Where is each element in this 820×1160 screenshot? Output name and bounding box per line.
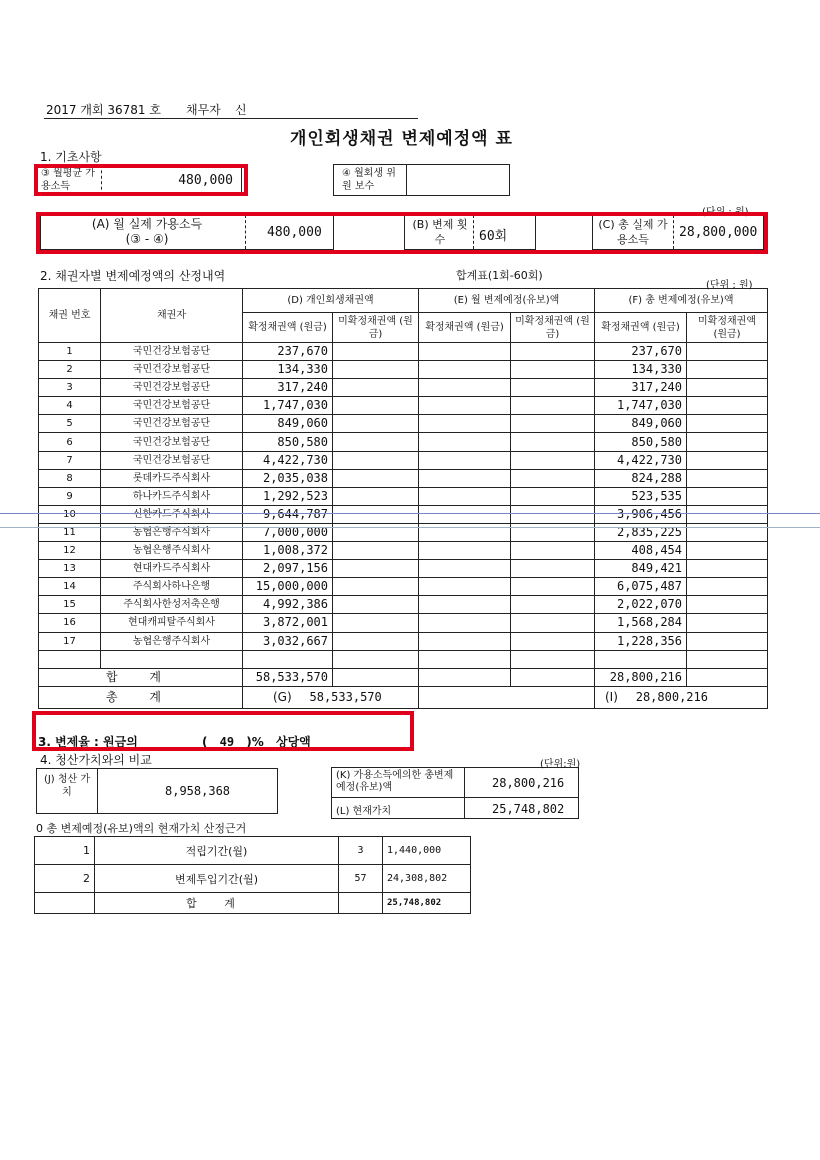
row-d-unconfirmed — [333, 560, 419, 578]
row-e-confirmed — [419, 614, 511, 632]
creditor-row — [39, 379, 768, 397]
grand-g — [243, 686, 419, 708]
trustee-fee-divider — [406, 165, 407, 195]
col-no-header: 채권 번호 — [39, 289, 101, 343]
section4-unit: (단위:원) — [540, 759, 581, 770]
grand-i-label: (I) — [605, 689, 618, 704]
row-f-confirmed: 237,670 — [595, 343, 687, 361]
row-d-unconfirmed — [333, 361, 419, 379]
row-f-confirmed: 4,422,730 — [595, 451, 687, 469]
creditor-row — [39, 487, 768, 505]
pv-row-label: 적립기간(월) — [95, 837, 339, 865]
pv-total-label: 합 계 — [95, 893, 339, 914]
row-e-confirmed — [419, 542, 511, 560]
row-no: 12 — [39, 542, 101, 560]
row-creditor: 국민건강보험공단 — [101, 451, 243, 469]
row-e-confirmed — [419, 578, 511, 596]
row-f-confirmed: 2,835,225 — [595, 523, 687, 541]
row-e-confirmed — [419, 487, 511, 505]
scan-line-top — [0, 513, 820, 514]
f-unconfirmed-header: 미확정채권액 (원금) — [687, 313, 768, 343]
row-f-confirmed: 1,568,284 — [595, 614, 687, 632]
section2-total-note: 합계표(1회-60회) — [456, 269, 543, 282]
row-e-confirmed — [419, 596, 511, 614]
row-d-confirmed: 317,240 — [243, 379, 333, 397]
creditor-row — [39, 451, 768, 469]
kl-box — [331, 767, 579, 819]
row-d-unconfirmed — [333, 596, 419, 614]
rate-open: ( — [201, 735, 208, 749]
c-value: 28,800,000 — [679, 225, 758, 240]
case-number: 2017 개회 36781 호 — [46, 103, 161, 117]
row-e-confirmed — [419, 505, 511, 523]
monthly-avg-label: ③ 월평균 가용소득 — [41, 168, 95, 192]
row-e-unconfirmed — [511, 469, 595, 487]
row-e-unconfirmed — [511, 433, 595, 451]
row-f-unconfirmed — [687, 415, 768, 433]
row-d-confirmed: 2,097,156 — [243, 560, 333, 578]
scan-line-bottom — [0, 527, 820, 528]
row-e-confirmed — [419, 397, 511, 415]
row-no: 2 — [39, 361, 101, 379]
row-creditor: 현대캐피탈주식회사 — [101, 614, 243, 632]
row-d-unconfirmed — [333, 487, 419, 505]
row-f-confirmed: 3,906,456 — [595, 505, 687, 523]
creditor-row — [39, 596, 768, 614]
empty-row — [39, 650, 768, 668]
monthly-avg-value: 480,000 — [178, 173, 233, 188]
row-creditor: 하나카드주식회사 — [101, 487, 243, 505]
row-d-confirmed: 4,422,730 — [243, 451, 333, 469]
section4-heading: 4. 청산가치와의 비교 — [40, 753, 152, 767]
row-creditor: 주식회사하나은행 — [101, 578, 243, 596]
sum-d: 58,533,570 — [243, 668, 333, 686]
row-f-unconfirmed — [687, 469, 768, 487]
pv-row — [35, 837, 471, 865]
k-label: (K) 가용소득에의한 총변제예정(유보)액 — [336, 770, 454, 793]
row-d-unconfirmed — [333, 614, 419, 632]
row-creditor: 주식회사한성저축은행 — [101, 596, 243, 614]
row-creditor: 국민건강보험공단 — [101, 415, 243, 433]
section2-heading: 2. 채권자별 변제예정액의 산정내역 — [40, 269, 226, 283]
a-label: (A) 월 실제 가용소득 (③ - ④) — [91, 217, 203, 246]
rate-prefix: 3. 변제율 : 원금의 — [38, 735, 138, 749]
pv-row-amount: 1,440,000 — [383, 837, 471, 865]
present-value-table — [34, 836, 471, 914]
rate-value: 49 — [219, 735, 235, 749]
row-f-unconfirmed — [687, 379, 768, 397]
row-d-confirmed: 9,644,787 — [243, 505, 333, 523]
row-d-confirmed: 1,008,372 — [243, 542, 333, 560]
d-confirmed-header: 확정채권액 (원금) — [243, 313, 333, 343]
creditor-table — [38, 288, 768, 709]
f-confirmed-header: 확정채권액 (원금) — [595, 313, 687, 343]
row-e-unconfirmed — [511, 343, 595, 361]
row-e-confirmed — [419, 361, 511, 379]
sum-label: 합 계 — [39, 668, 243, 686]
row-d-confirmed: 850,580 — [243, 433, 333, 451]
e-unconfirmed-header: 미확정채권액 (원금) — [511, 313, 595, 343]
kl-hline — [332, 797, 578, 798]
grand-g-value: 58,533,570 — [309, 689, 382, 704]
row-creditor: 롯데카드주식회사 — [101, 469, 243, 487]
row-d-unconfirmed — [333, 379, 419, 397]
section2-unit: (단위 : 원) — [706, 280, 753, 291]
row-e-unconfirmed — [511, 451, 595, 469]
section1-heading: 1. 기초사항 — [40, 150, 102, 164]
rate-suffix: 상당액 — [276, 735, 311, 749]
page-title: 개인회생채권 변제예정액 표 — [290, 129, 513, 149]
j-value: 8,958,368 — [165, 784, 231, 798]
row-f-unconfirmed — [687, 433, 768, 451]
debtor-label: 채무자 — [186, 103, 221, 117]
row-no: 4 — [39, 397, 101, 415]
row-e-unconfirmed — [511, 361, 595, 379]
row-f-confirmed: 523,535 — [595, 487, 687, 505]
creditor-row — [39, 614, 768, 632]
row-e-confirmed — [419, 415, 511, 433]
row-f-confirmed: 134,330 — [595, 361, 687, 379]
row-no: 13 — [39, 560, 101, 578]
row-creditor: 현대카드주식회사 — [101, 560, 243, 578]
row-f-confirmed: 1,747,030 — [595, 397, 687, 415]
creditor-row — [39, 469, 768, 487]
row-e-unconfirmed — [511, 487, 595, 505]
row-creditor: 농협은행주식회사 — [101, 542, 243, 560]
grand-i — [595, 686, 768, 708]
row-f-unconfirmed — [687, 632, 768, 650]
b-value: 60회 — [479, 229, 508, 244]
row-d-confirmed: 15,000,000 — [243, 578, 333, 596]
row-e-unconfirmed — [511, 415, 595, 433]
row-no: 10 — [39, 505, 101, 523]
j-label: (J) 청산 가치 — [43, 774, 91, 798]
row-e-unconfirmed — [511, 505, 595, 523]
row-creditor: 농협은행주식회사 — [101, 523, 243, 541]
creditor-row — [39, 578, 768, 596]
row-d-unconfirmed — [333, 632, 419, 650]
c-label: (C) 총 실제 가용소득 — [598, 218, 668, 246]
row-no: 11 — [39, 523, 101, 541]
header-rule — [44, 118, 418, 119]
row-e-unconfirmed — [511, 614, 595, 632]
row-d-unconfirmed — [333, 343, 419, 361]
highlight-monthly-avg — [34, 164, 248, 196]
pv-row-amount: 24,308,802 — [383, 865, 471, 893]
row-d-confirmed: 4,992,386 — [243, 596, 333, 614]
row-creditor: 국민건강보험공단 — [101, 343, 243, 361]
sum-row — [39, 668, 768, 686]
creditor-row — [39, 343, 768, 361]
col-creditor-header: 채권자 — [101, 289, 243, 343]
row-e-confirmed — [419, 379, 511, 397]
grand-i-value: 28,800,216 — [635, 689, 708, 704]
row-f-unconfirmed — [687, 560, 768, 578]
row-e-unconfirmed — [511, 596, 595, 614]
j-box — [36, 768, 278, 814]
creditor-row — [39, 433, 768, 451]
row-f-confirmed: 1,228,356 — [595, 632, 687, 650]
row-d-unconfirmed — [333, 415, 419, 433]
b-label: (B) 변제 횟수 — [412, 218, 468, 246]
row-e-confirmed — [419, 451, 511, 469]
pv-row-no: 1 — [35, 837, 95, 865]
e-confirmed-header: 확정채권액 (원금) — [419, 313, 511, 343]
pv-row-months: 57 — [339, 865, 383, 893]
row-d-confirmed: 849,060 — [243, 415, 333, 433]
creditor-row — [39, 505, 768, 523]
pv-row — [35, 865, 471, 893]
row-creditor: 국민건강보험공단 — [101, 361, 243, 379]
creditor-row — [39, 542, 768, 560]
row-d-unconfirmed — [333, 451, 419, 469]
row-f-confirmed: 317,240 — [595, 379, 687, 397]
row-f-unconfirmed — [687, 361, 768, 379]
a-value: 480,000 — [267, 225, 322, 240]
highlight-grand-total — [32, 711, 414, 751]
row-no: 16 — [39, 614, 101, 632]
pv-row-no: 2 — [35, 865, 95, 893]
row-creditor: 국민건강보험공단 — [101, 397, 243, 415]
kl-divider — [464, 768, 465, 818]
row-no: 3 — [39, 379, 101, 397]
l-label: (L) 현재가치 — [336, 806, 392, 817]
row-f-confirmed: 849,421 — [595, 560, 687, 578]
row-f-confirmed: 850,580 — [595, 433, 687, 451]
j-divider — [97, 769, 98, 813]
section5-heading: 0 총 변제예정(유보)액의 현재가치 산정근거 — [36, 822, 247, 835]
row-e-confirmed — [419, 632, 511, 650]
row-e-confirmed — [419, 343, 511, 361]
row-no: 8 — [39, 469, 101, 487]
pv-total-row — [35, 893, 471, 914]
row-f-confirmed: 849,060 — [595, 415, 687, 433]
pv-total-amount: 25,748,802 — [383, 893, 471, 914]
row-f-unconfirmed — [687, 451, 768, 469]
row-e-confirmed — [419, 469, 511, 487]
grand-g-label: (G) — [273, 689, 292, 704]
row-d-confirmed: 1,747,030 — [243, 397, 333, 415]
row-f-unconfirmed — [687, 505, 768, 523]
row-f-unconfirmed — [687, 596, 768, 614]
row-e-unconfirmed — [511, 397, 595, 415]
row-d-unconfirmed — [333, 505, 419, 523]
row-no: 9 — [39, 487, 101, 505]
row-d-confirmed: 2,035,038 — [243, 469, 333, 487]
pv-row-months: 3 — [339, 837, 383, 865]
row-e-unconfirmed — [511, 632, 595, 650]
trustee-fee-box — [333, 164, 510, 196]
row-no: 7 — [39, 451, 101, 469]
row-no: 1 — [39, 343, 101, 361]
row-f-unconfirmed — [687, 343, 768, 361]
row-e-confirmed — [419, 560, 511, 578]
row-f-unconfirmed — [687, 614, 768, 632]
row-d-confirmed: 237,670 — [243, 343, 333, 361]
section1-unit: (단위 : 원) — [702, 207, 749, 218]
l-value: 25,748,802 — [492, 802, 565, 816]
row-f-confirmed: 408,454 — [595, 542, 687, 560]
grand-label: 총 계 — [39, 686, 243, 708]
row-f-unconfirmed — [687, 542, 768, 560]
row-no: 5 — [39, 415, 101, 433]
highlight-available-income — [36, 212, 768, 254]
sum-f: 28,800,216 — [595, 668, 687, 686]
row-creditor: 국민건강보험공단 — [101, 433, 243, 451]
creditor-row — [39, 560, 768, 578]
row-no: 17 — [39, 632, 101, 650]
d-unconfirmed-header: 미확정채권액 (원금) — [333, 313, 419, 343]
row-e-unconfirmed — [511, 542, 595, 560]
row-creditor: 신한카드주식회사 — [101, 505, 243, 523]
row-f-unconfirmed — [687, 397, 768, 415]
creditor-row — [39, 361, 768, 379]
col-f-header: (F) 총 변제예정(유보)액 — [595, 289, 768, 313]
row-f-confirmed: 2,022,070 — [595, 596, 687, 614]
grand-row — [39, 686, 768, 708]
row-f-confirmed: 824,288 — [595, 469, 687, 487]
row-d-unconfirmed — [333, 578, 419, 596]
row-d-unconfirmed — [333, 469, 419, 487]
row-d-confirmed: 3,872,001 — [243, 614, 333, 632]
row-d-unconfirmed — [333, 433, 419, 451]
row-d-confirmed: 7,000,000 — [243, 523, 333, 541]
creditor-row — [39, 397, 768, 415]
row-d-unconfirmed — [333, 397, 419, 415]
row-f-confirmed: 6,075,487 — [595, 578, 687, 596]
row-no: 6 — [39, 433, 101, 451]
row-no: 15 — [39, 596, 101, 614]
debtor-name: 신 — [235, 103, 247, 117]
row-creditor: 국민건강보험공단 — [101, 379, 243, 397]
row-no: 14 — [39, 578, 101, 596]
row-d-confirmed: 134,330 — [243, 361, 333, 379]
creditor-row — [39, 632, 768, 650]
row-d-unconfirmed — [333, 542, 419, 560]
row-d-confirmed: 1,292,523 — [243, 487, 333, 505]
row-f-unconfirmed — [687, 578, 768, 596]
trustee-fee-label: ④ 월회생 위원 보수 — [342, 168, 396, 192]
row-e-unconfirmed — [511, 379, 595, 397]
col-e-header: (E) 월 변제예정(유보)액 — [419, 289, 595, 313]
row-creditor: 농협은행주식회사 — [101, 632, 243, 650]
col-d-header: (D) 개인회생채권액 — [243, 289, 419, 313]
row-e-confirmed — [419, 433, 511, 451]
row-e-unconfirmed — [511, 560, 595, 578]
row-e-unconfirmed — [511, 578, 595, 596]
row-f-unconfirmed — [687, 487, 768, 505]
creditor-row — [39, 415, 768, 433]
row-d-confirmed: 3,032,667 — [243, 632, 333, 650]
rate-close: )% — [246, 735, 264, 749]
k-value: 28,800,216 — [492, 776, 565, 790]
pv-row-label: 변제투입기간(월) — [95, 865, 339, 893]
